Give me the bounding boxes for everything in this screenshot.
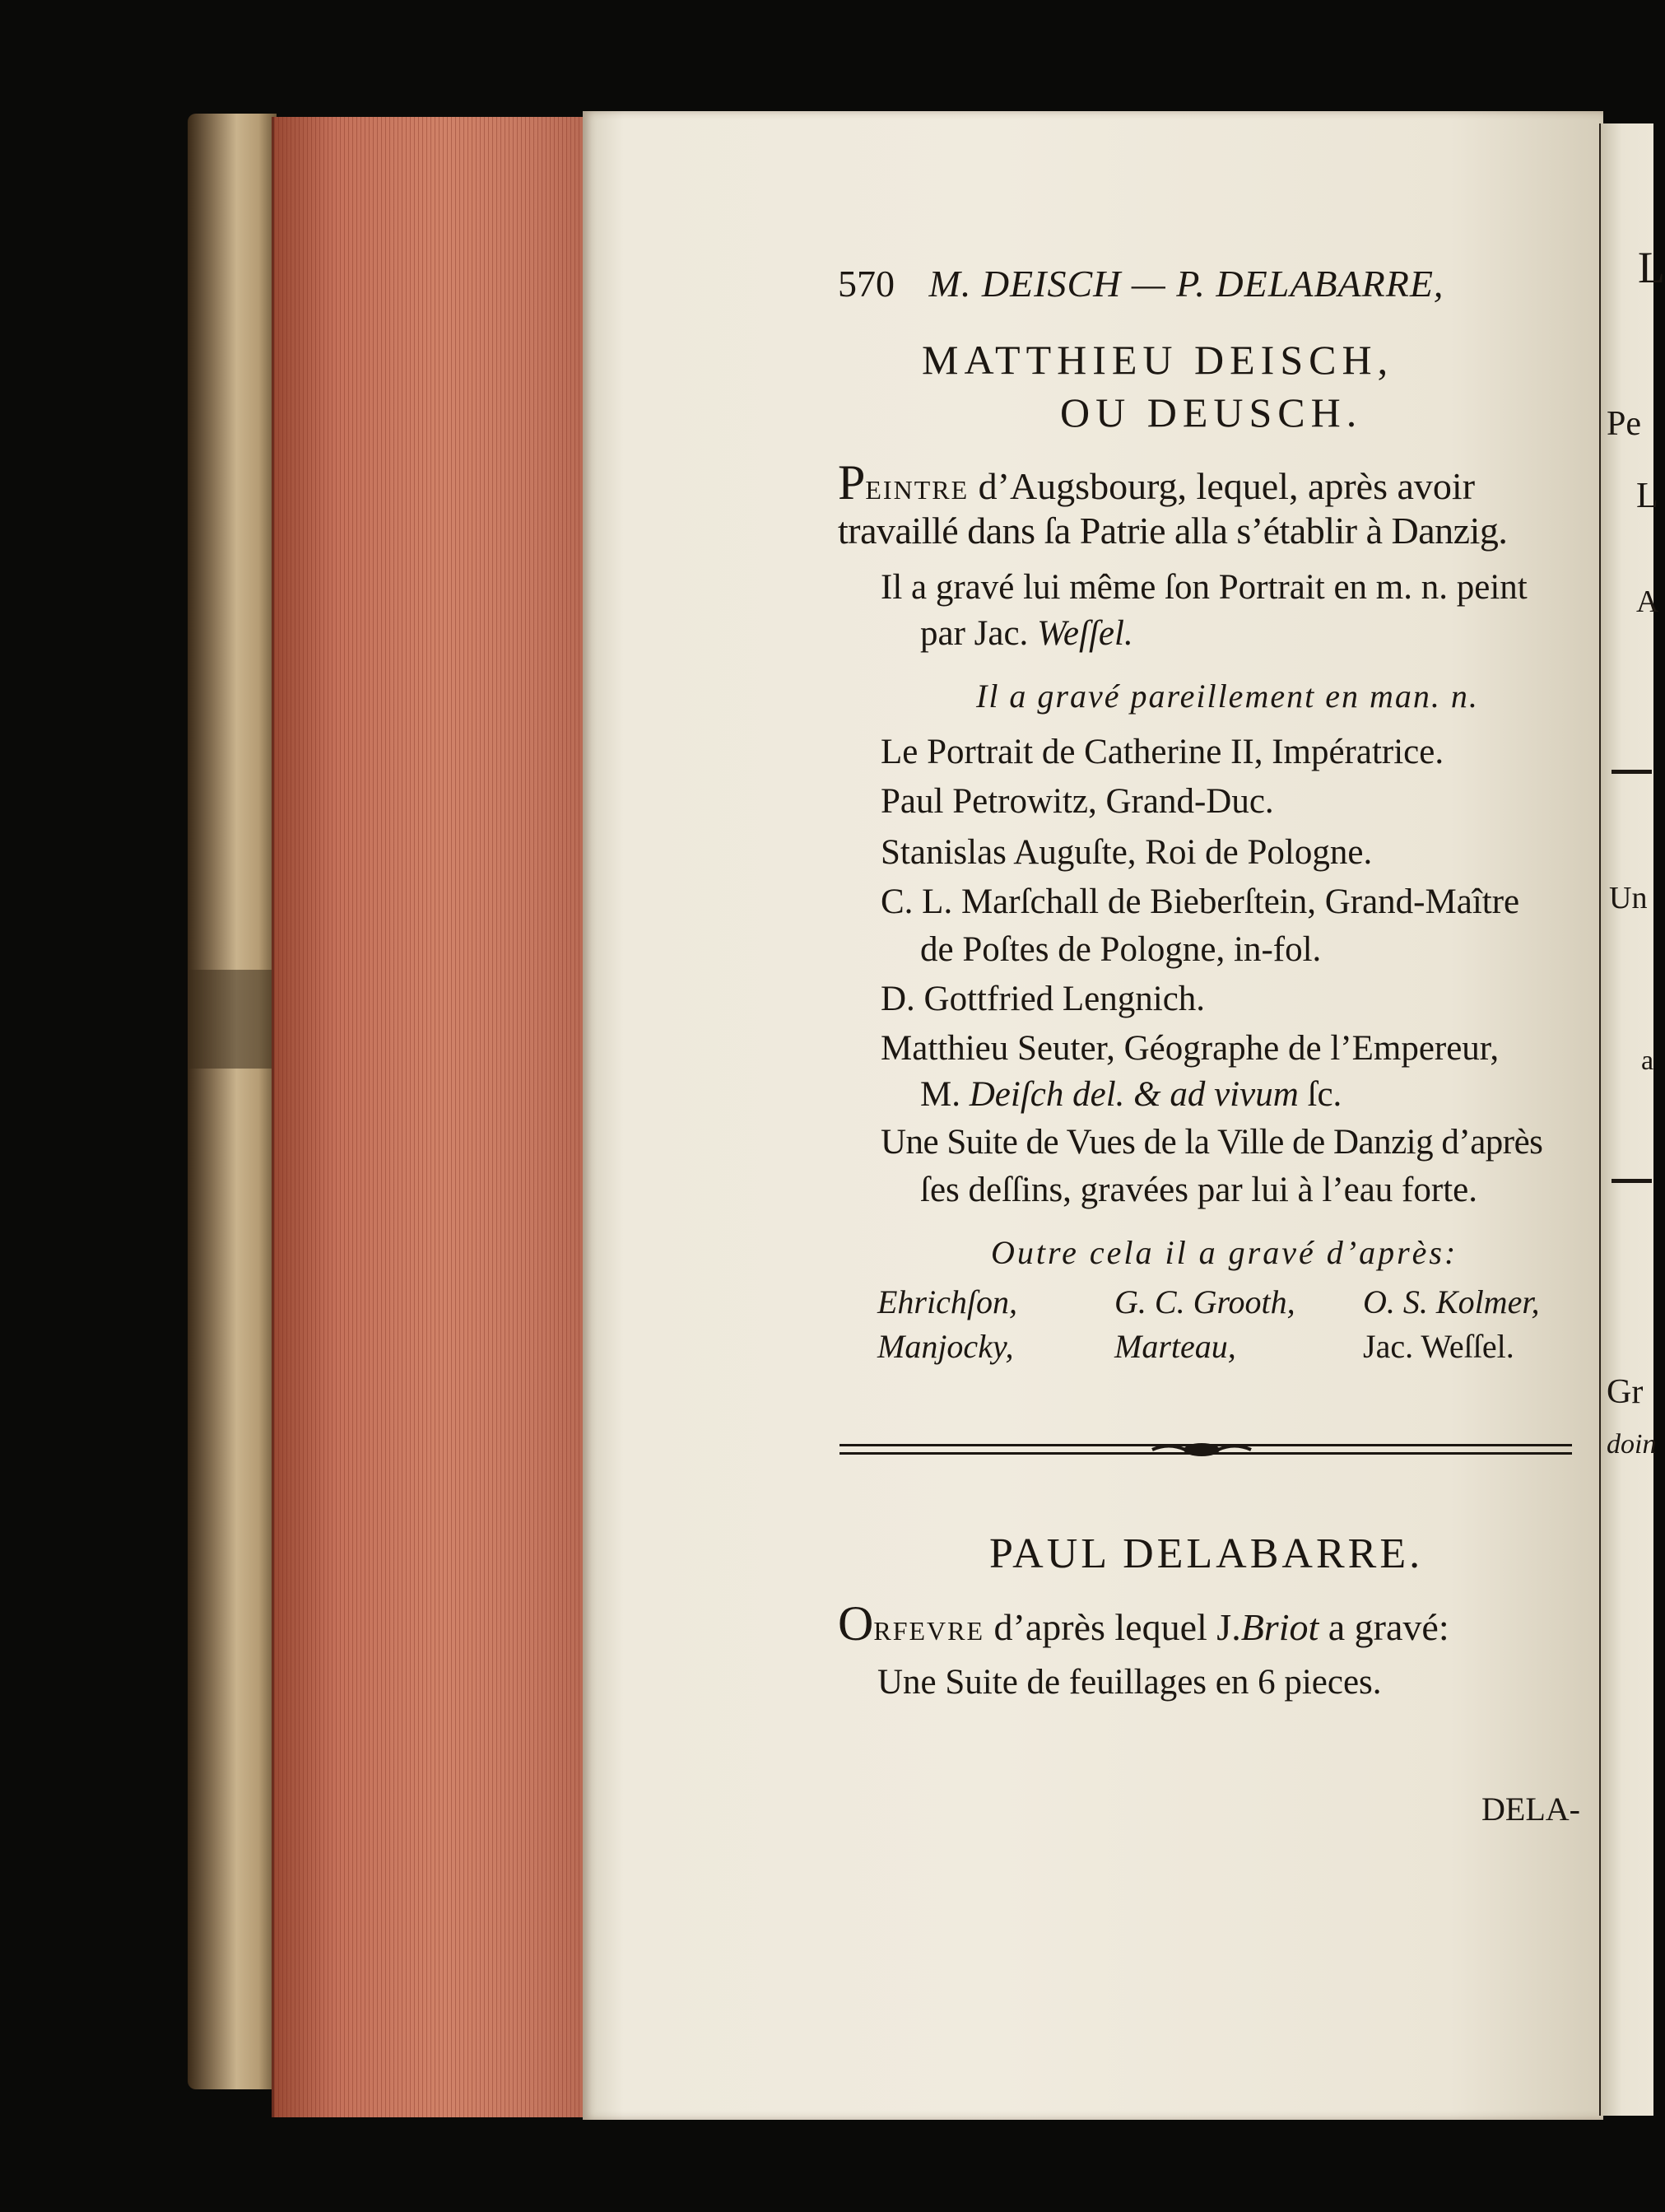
name-cell: G. C. Grooth, [1114, 1283, 1295, 1320]
list-item: ſes deſſins, gravées par lui à l’eau forte. [920, 1171, 1477, 1209]
facing-rule [1612, 1179, 1652, 1183]
text: M. [920, 1075, 960, 1114]
small-caps: EINTRE [865, 475, 970, 505]
list-item: D. Gottfried Lengnich. [881, 980, 1206, 1018]
text: d’après lequel J. [993, 1606, 1241, 1648]
name-cell: Jac. Weſſel. [1363, 1328, 1514, 1365]
entry-title: PAUL DELABARRE. [989, 1530, 1424, 1577]
facing-fragment: L [1636, 475, 1658, 515]
subheading: Outre cela il a gravé d’après: [991, 1234, 1458, 1271]
list-item: Une Suite de Vues de la Ville de Danzig d’après [881, 1123, 1543, 1162]
entry-title: MATTHIEU DEISCH, [922, 337, 1394, 383]
list-item: de Poſtes de Pologne, in-fol. [920, 930, 1322, 969]
name-cell: Ehrichſon, [877, 1283, 1017, 1320]
name-cell: Manjocky, [877, 1328, 1014, 1365]
list-item: Le Portrait de Catherine II, Impératrice. [881, 733, 1444, 771]
subheading: Il a gravé pareillement en man. n. [976, 678, 1479, 715]
drop-cap: P [838, 455, 866, 510]
ornamental-divider [839, 1442, 1572, 1457]
catchword: DELA- [1481, 1791, 1580, 1828]
show-through [848, 416, 856, 454]
list-item: Stanislas Auguſte, Roi de Pologne. [881, 833, 1373, 872]
facing-fragment: a [1641, 1045, 1654, 1076]
name-cell: Marteau, [1114, 1328, 1236, 1365]
painter-name: Weſſel. [1037, 614, 1133, 653]
list-item: Une Suite de feuillages en 6 pieces. [877, 1663, 1382, 1702]
drop-cap: O [838, 1596, 874, 1651]
intro-line [838, 455, 1476, 510]
page-number: 570 [838, 263, 895, 305]
self-portrait-line-2 [920, 616, 1133, 651]
page-fore-edge [272, 117, 587, 2117]
text: par Jac. [920, 614, 1029, 653]
running-title: M. DEISCH — P. DELABARRE, [928, 263, 1444, 305]
text: ſc. [1307, 1075, 1342, 1114]
entry-subtitle: OU DEUSCH. [1060, 389, 1363, 435]
self-portrait-line: Il a gravé lui même ſon Portrait en m. n. peint [881, 568, 1528, 607]
intro-text: d’Augsbourg, lequel, après avoir [978, 465, 1476, 507]
small-caps: RFEVRE [873, 1616, 985, 1646]
facing-fragment: A [1636, 584, 1659, 619]
list-item: Paul Petrowitz, Grand-Duc. [881, 782, 1274, 821]
facing-fragment: L [1638, 243, 1665, 292]
name-cell: O. S. Kolmer, [1363, 1283, 1540, 1320]
text: a gravé: [1328, 1606, 1449, 1648]
intro-line [838, 1596, 1449, 1651]
list-item: Matthieu Seuter, Géographe de l’Empereur, [881, 1029, 1500, 1068]
engraver-name: Briot [1240, 1606, 1319, 1648]
credit: Deiſch del. & ad vivum [969, 1075, 1299, 1114]
facing-fragment: Gr [1607, 1373, 1644, 1411]
facing-rule [1612, 770, 1652, 774]
facing-fragment: Pe [1607, 405, 1641, 443]
list-item: C. L. Marſchall de Bieberſtein, Grand-Maître [881, 882, 1520, 921]
book-cover-edge [188, 114, 277, 2089]
list-item [920, 1077, 1342, 1112]
intro-line-2: travaillé dans ſa Patrie alla s’établir à Danzig. [838, 510, 1508, 552]
facing-fragment: Un [1609, 881, 1648, 915]
running-head [838, 265, 1444, 303]
facing-fragment: doin [1607, 1429, 1657, 1460]
